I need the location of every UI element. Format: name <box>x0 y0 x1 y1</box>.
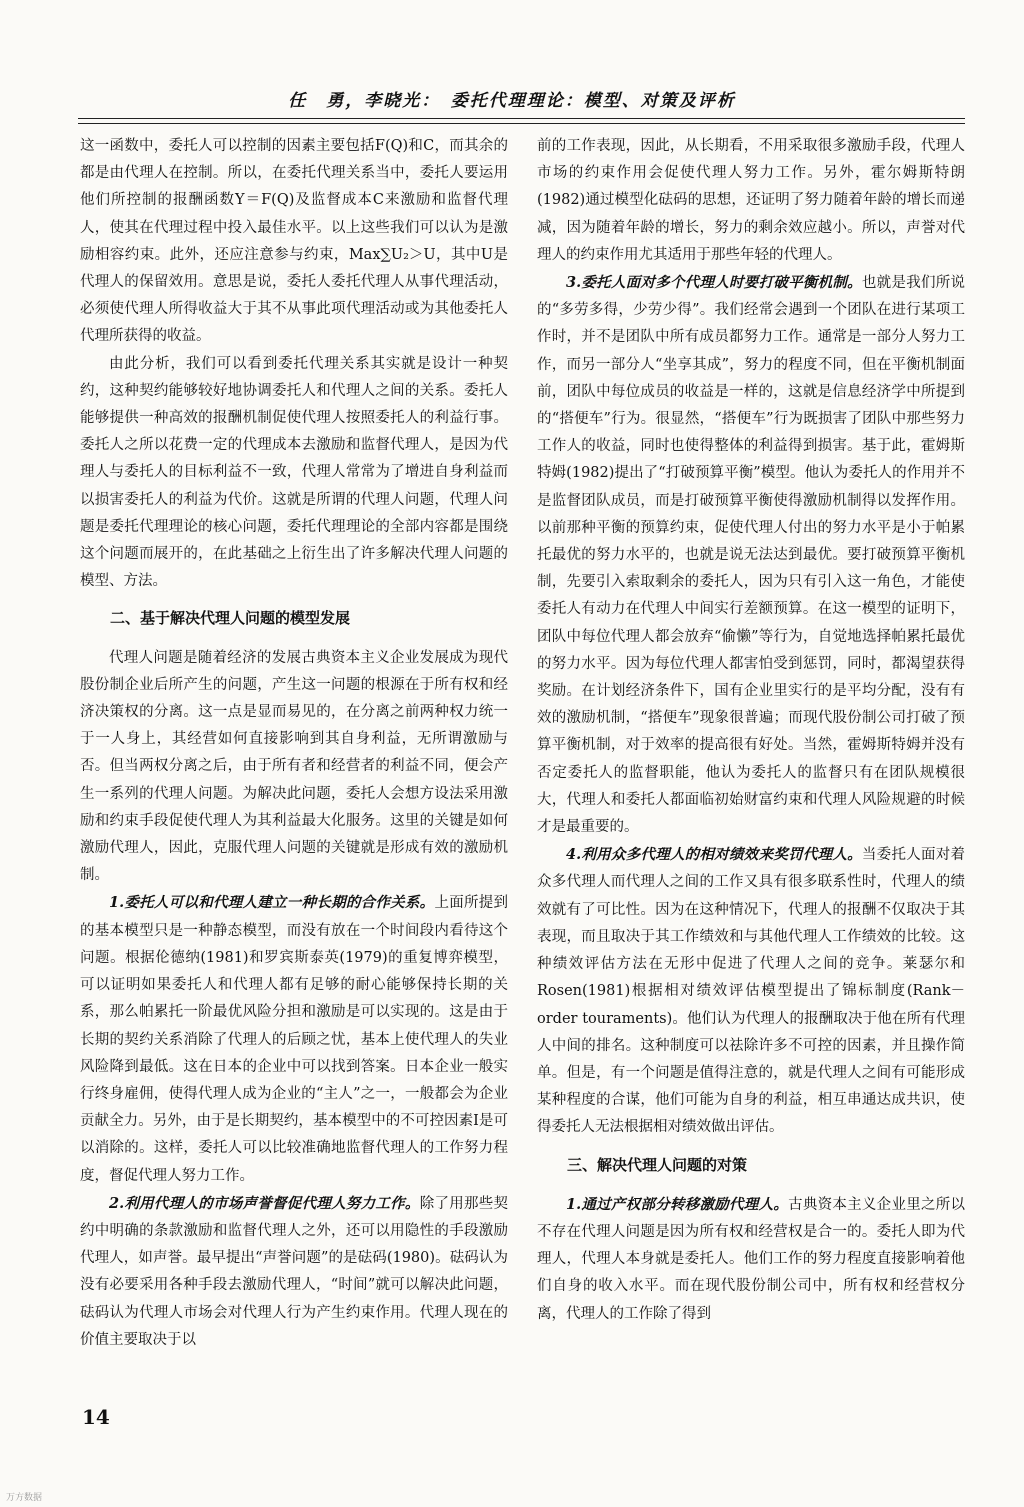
header-rule-thin <box>78 123 965 124</box>
paragraph <box>80 1190 508 1354</box>
paragraph: 代理人问题是随着经济的发展古典资本主义企业发展成为现代股份制企业后所产生的问题，产生这一问题的根源在于所有权和经济决策权的分离。这一点是显而易见的，在分离之前两种权力统一于一人身上，其经营如何直接影响到其自身利益，无所谓激励与否。但当两权分离之后，由于所有者和经营者的利益不同，便会产生一系列的代理人问题。为解决此问题，委托人会想方设法采用激励和约束手段促使代理人为其利益最大化服务。这里的关键是如何激励代理人，因此，克服代理人问题的关键就是形成有效的激励机制。 <box>80 649 508 884</box>
paragraph <box>537 269 965 841</box>
paragraph-body: 也就是我们所说的“多劳多得，少劳少得”。我们经常会遇到一个团队在进行某项工作时，并不是团队中所有成员都努力工作。通常是一部分人努力工作，而另一部分人“坐享其成”，努力的程度不同，但在平衡机制面前，团队中每位成员的收益是一样的，这就是信息经济学中所提到的“搭便车”行为。很显然，“搭便车”行为既损害了团队中那些努力工作人的收益，同时也使得整体的利益得到损害。基于此，霍姆斯特姆(1982)提出了“打破预算平衡”模型。他认为委托人的作用并不是监督团队成员，而是打破预算平衡使得激励机制得以发挥作用。以前那种平衡的预算约束，促使代理人付出的努力水平是小于帕累托最优的努力水平的，也就是说无法达到最优。要打破预算平衡机制，先要引入索取剩余的委托人，因为只有引入这一角色，才能使委托人有动力在代理人中间实行差额预算。在这一模型的证明下，团队中每位代理人都会放弃“偷懒”等行为，自觉地选择帕累托最优的努力水平。因为每位代理人都害怕受到惩罚，同时，都渴望获得奖励。在计划经济条件下，国有企业里实行的是平均分配，没有有效的激励机制，“搭便车”现象很普遍；而现代股份制公司打破了预算平衡机制，对于效率的提高很有好处。当然，霍姆斯特姆并没有否定委托人的监督职能，他认为委托人的监督只有在团队规模很大，代理人和委托人都面临初始财富约束和代理人风险规避的时候才是最重要的。 <box>537 275 966 836</box>
left-column <box>80 133 508 1354</box>
page-number: 14 <box>82 1405 110 1429</box>
paragraph: 前的工作表现，因此，从长期看，不用采取很多激励手段，代理人市场的约束作用会促使代理人努力工作。另外，霍尔姆斯特朗(1982)通过模型化砝码的思想，还证明了努力随着年龄的增长而递减，因为随着年龄的增长，努力的剩余效应越小。所以，声誉对代理人的约束作用尤其适用于那些年轻的代理人。 <box>537 138 965 263</box>
paragraph <box>537 1191 965 1328</box>
paragraph-body: 当委托人面对着众多代理人而代理人之间的工作又具有很多联系性时，代理人的绩效就有了可比性。因为在这种情况下，代理人的报酬不仅取决于其表现，而且取决于其工作绩效和与其他代理人工作绩效的比较。这种绩效评估方法在无形中促进了代理人之间的竞争。莱瑟尔和Rosen(1981)根据相对绩效评估模型提出了锦标制度(Rank－order touraments)。他们认为代理人的报酬取决于他在所有代理人中间的排名。这种制度可以祛除许多不可控的因素，并且操作简单。但是，有一个问题是值得注意的，就是代理人之间有可能形成某种程度的合谋，他们可能为自身的利益，相互串通达成共识，使得委托人无法根据相对绩效做出评估。 <box>537 847 966 1136</box>
paragraph <box>537 841 965 1141</box>
paragraph-body: 除了用那些契约中明确的条款激励和监督代理人之外，还可以用隐性的手段激励代理人，如声誉。最早提出“声誉问题”的是砝码(1980)。砝码认为没有必要采用各种手段去激励代理人，“时间”就可以解决此问题，砝码认为代理人市场会对代理人行为产生约束作用。代理人现在的价值主要取决于以 <box>80 1195 509 1348</box>
running-header: 任 勇，李晓光： 委托代理理论：模型、对策及评析 <box>288 91 736 111</box>
section-heading: 三、解决代理人问题的对策 <box>567 1155 748 1174</box>
paragraph: 这一函数中，委托人可以控制的因素主要包括F(Q)和C，而其余的都是由代理人在控制。所以，在委托代理关系当中，委托人要运用他们所控制的报酬函数Y＝F(Q)及监督成本C来激励和监督代理人，使其在代理过程中投入最佳水平。以上这些我们可以认为是激励相容约束。此外，还应注意参与约束，Max∑U₂＞U，其中U是代理人的保留效用。意思是说，委托人委托代理人从事代理活动，必须使代理人所得收益大于其不从事此项代理活动或为其他委托人代理所获得的收益。 <box>80 138 508 345</box>
header-rule <box>78 118 965 119</box>
section-heading: 二、基于解决代理人问题的模型发展 <box>110 609 351 628</box>
paragraph <box>80 889 508 1189</box>
watermark: 万方数据 <box>6 1493 43 1503</box>
paragraph-body: 上面所提到的基本模型只是一种静态模型，而没有放在一个时间段内看待这个问题。根据伦德纳(1981)和罗宾斯泰英(1979)的重复博弈模型，可以证明如果委托人和代理人都有足够的耐心能够保持长期的关系，那么帕累托一阶最优风险分担和激励是可以实现的。这是由于长期的契约关系消除了代理人的后顾之忧，基本上使代理人的失业风险降到最低。这在日本的企业中可以找到答案。日本企业一般实行终身雇佣，使得代理人成为企业的“主人”之一，一般都会为企业贡献全力。另外，由于是长期契约，基本模型中的不可控因素I是可以消除的。这样，委托人可以比较准确地监督代理人的工作努力程度，督促代理人努力工作。 <box>80 895 509 1184</box>
paragraph-lead: 4.利用众多代理人的相对绩效来奖罚代理人。 <box>566 846 862 864</box>
paragraph-lead: 1.通过产权部分转移激励代理人。 <box>566 1195 789 1213</box>
paragraph-lead: 3.委托人面对多个代理人时要打破平衡机制。 <box>566 274 862 292</box>
paragraph-body: 古典资本主义企业里之所以不存在代理人问题是因为所有权和经营权是合一的。委托人即为代理人，代理人本身就是委托人。他们工作的努力程度直接影响着他们自身的收入水平。而在现代股份制公司中，所有权和经营权分离，代理人的工作除了得到 <box>537 1196 965 1322</box>
paragraph-lead: 1.委托人可以和代理人建立一种长期的合作关系。 <box>109 894 435 912</box>
paragraph-lead: 2.利用代理人的市场声誉督促代理人努力工作。 <box>109 1194 420 1212</box>
paragraph: 由此分析，我们可以看到委托代理关系其实就是设计一种契约，这种契约能够较好地协调委托人和代理人之间的关系。委托人能够提供一种高效的报酬机制促使代理人按照委托人的利益行事。委托人之所以花费一定的代理成本去激励和监督代理人，是因为代理人与委托人的目标利益不一致，代理人常常为了增进自身利益而以损害委托人的利益为代价。这就是所谓的代理人问题，代理人问题是委托代理理论的核心问题，委托代理理论的全部内容都是围绕这个问题而展开的，在此基础之上衍生出了许多解决代理人问题的模型、方法。 <box>80 355 508 590</box>
right-column <box>537 133 965 1328</box>
